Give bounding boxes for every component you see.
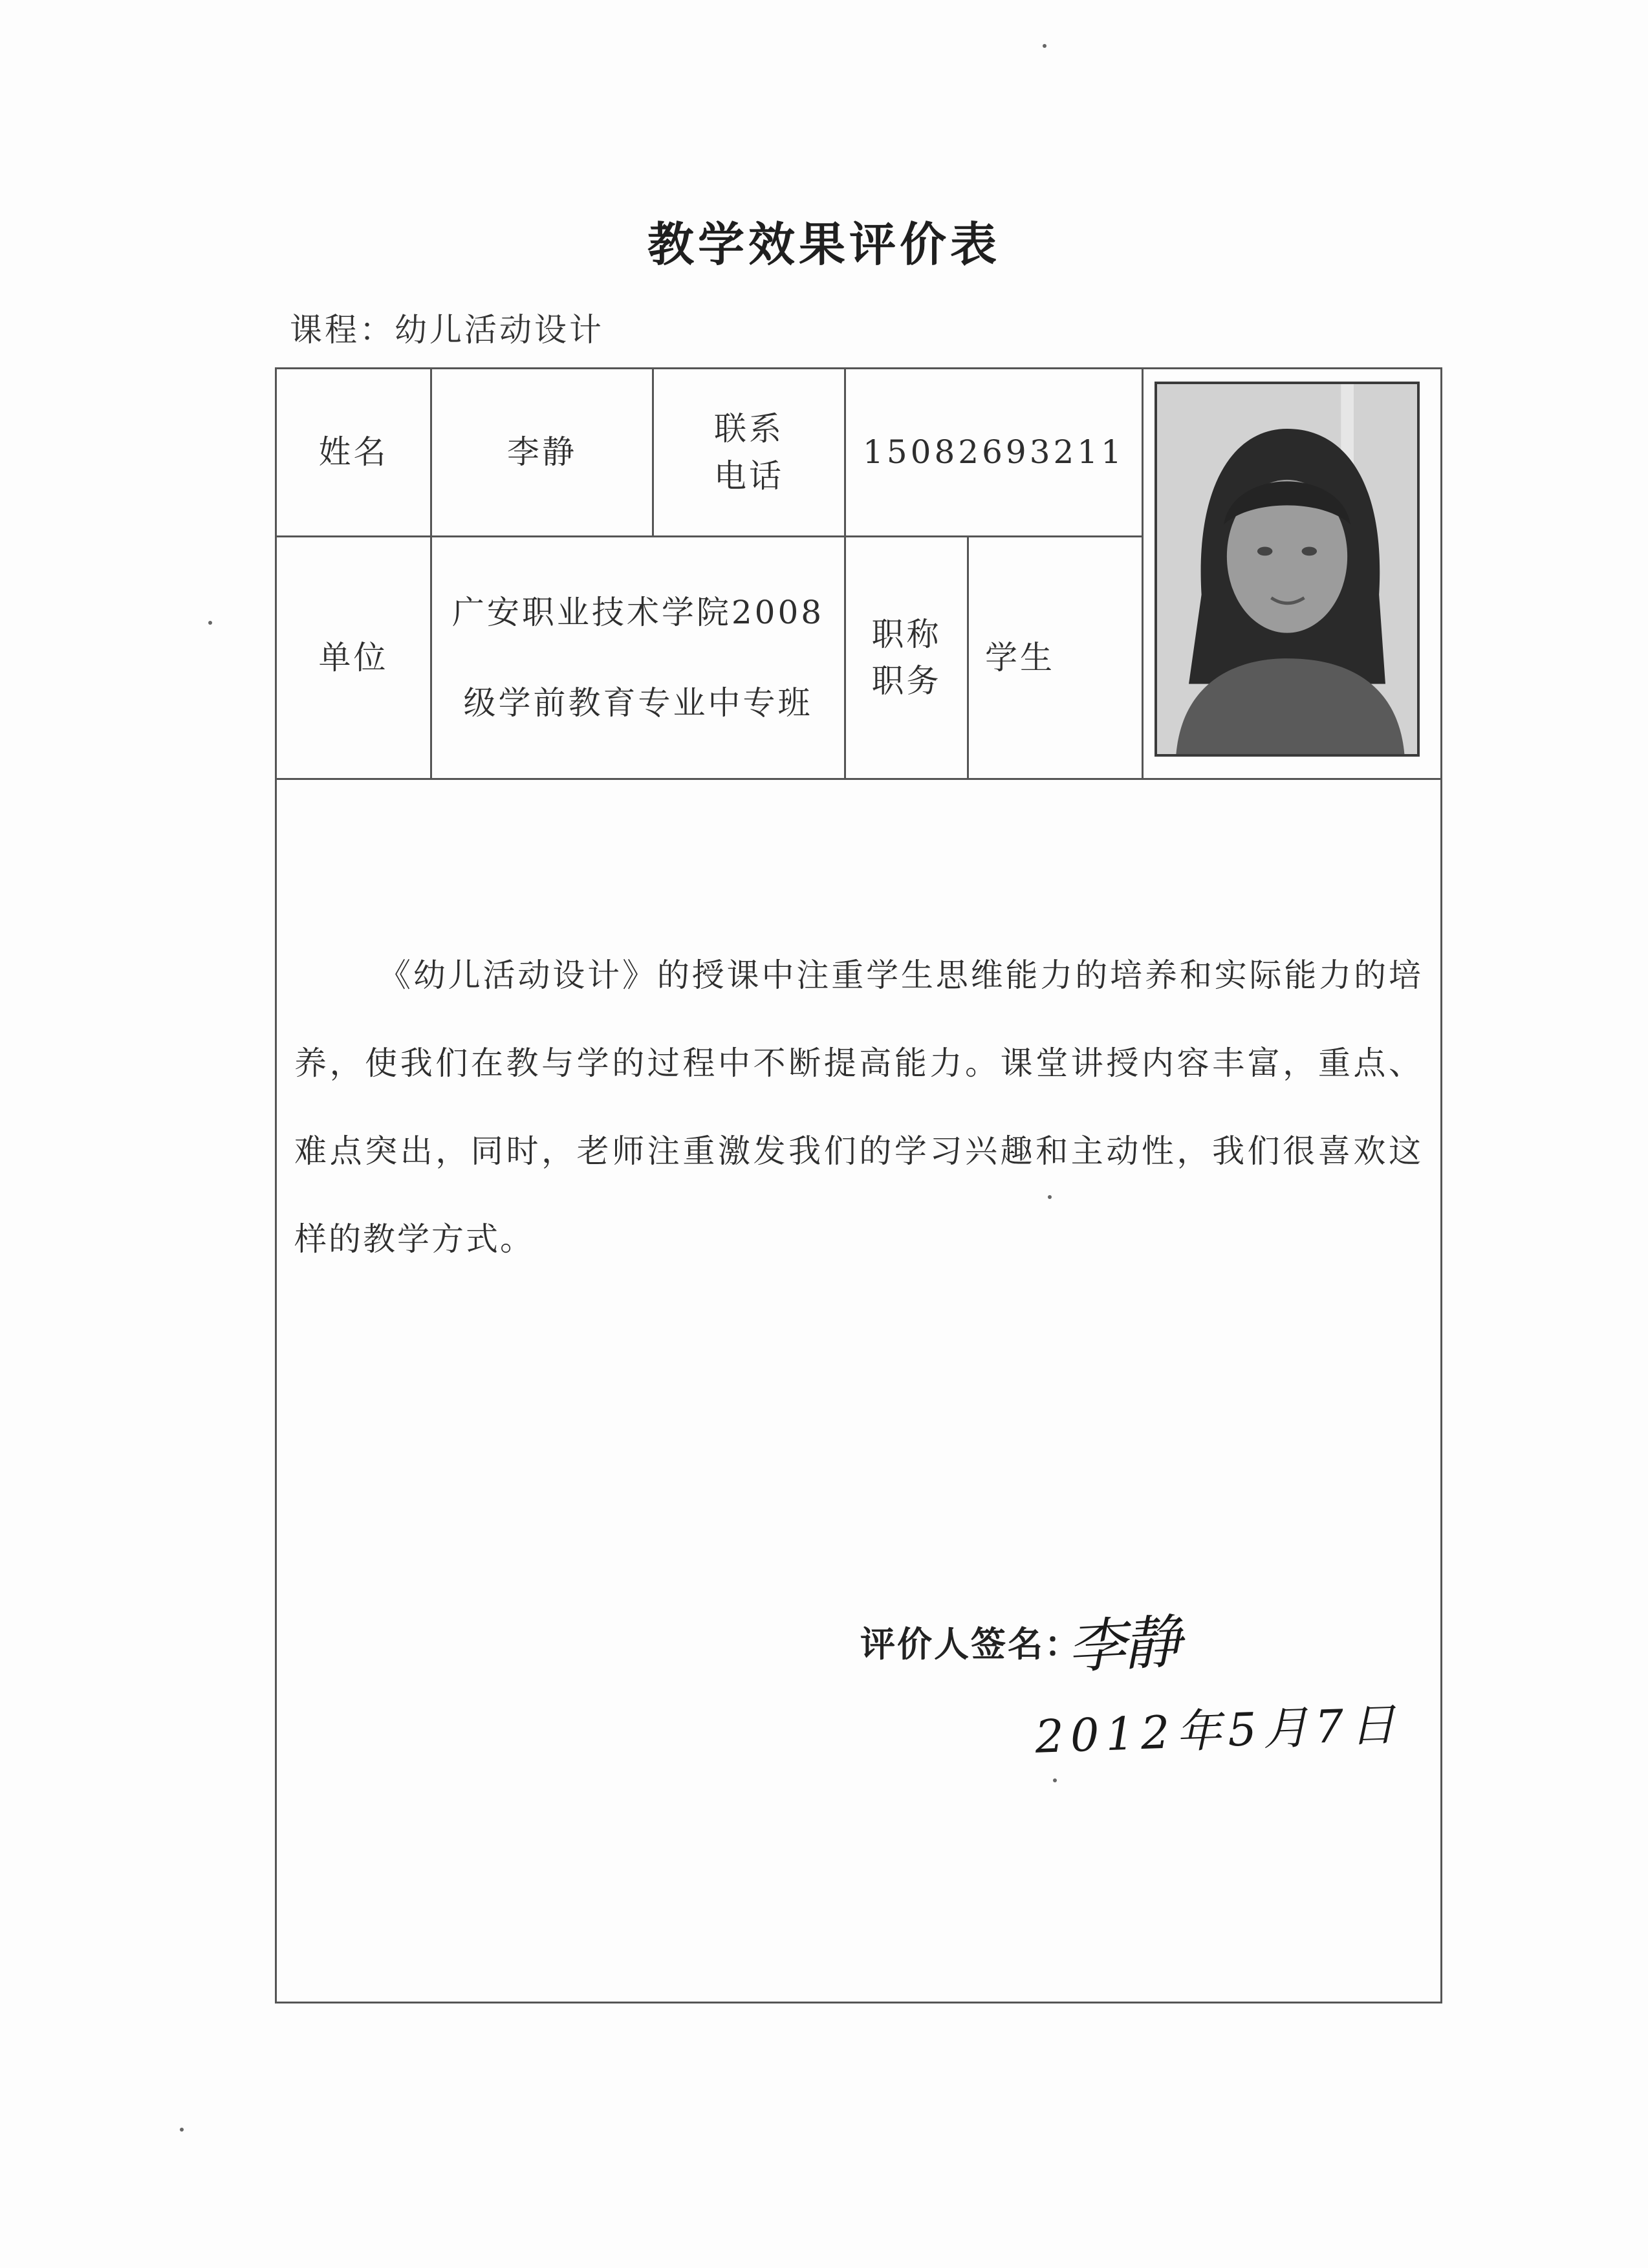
course-label: 课程：	[290, 311, 395, 349]
course-line	[290, 304, 604, 351]
col-divider-5	[1142, 367, 1144, 779]
signature-date: 2012年5月7日	[1034, 1698, 1403, 1764]
name-value: 李静	[507, 433, 577, 471]
unit-value-line2: 级学前教育专业中专班	[463, 684, 813, 722]
portrait-photo	[1155, 382, 1420, 757]
scan-speck	[1053, 1778, 1057, 1782]
phone-value: 15082693211	[863, 433, 1125, 471]
page-title: 教学效果评价表	[647, 217, 1001, 272]
portrait-image	[1157, 384, 1417, 754]
position-label	[846, 537, 967, 778]
unit-label: 单位	[318, 638, 389, 676]
phone-label-line2: 电话	[714, 457, 784, 495]
evaluation-comment: 《幼儿活动设计》的授课中注重学生思维能力的培养和实际能力的培养，使我们在教与学的过程中不断提高能力。课堂讲授内容丰富，重点、难点突出，同时，老师注重激发我们的学习兴趣和主动性，我们很喜欢这样的教学方式。	[294, 956, 1423, 1258]
scan-speck	[1043, 44, 1046, 48]
position-value: 学生	[985, 638, 1055, 676]
position-label-line1: 职称	[871, 615, 942, 653]
name-label: 姓名	[318, 433, 389, 471]
phone-label-line1: 联系	[714, 410, 784, 448]
scan-speck	[180, 2128, 184, 2132]
row-divider-2	[275, 778, 1442, 780]
unit-value	[432, 537, 844, 778]
scan-speck	[1048, 1195, 1052, 1199]
phone-label	[654, 369, 844, 535]
signature-label: 评价人签名：	[860, 1623, 1081, 1665]
course-value: 幼儿活动设计	[395, 311, 604, 349]
signature-name: 李静	[1065, 1608, 1181, 1682]
scan-speck	[208, 621, 212, 625]
unit-value-line1: 广安职业技术学院2008	[451, 594, 825, 631]
position-label-line2: 职务	[871, 662, 942, 700]
